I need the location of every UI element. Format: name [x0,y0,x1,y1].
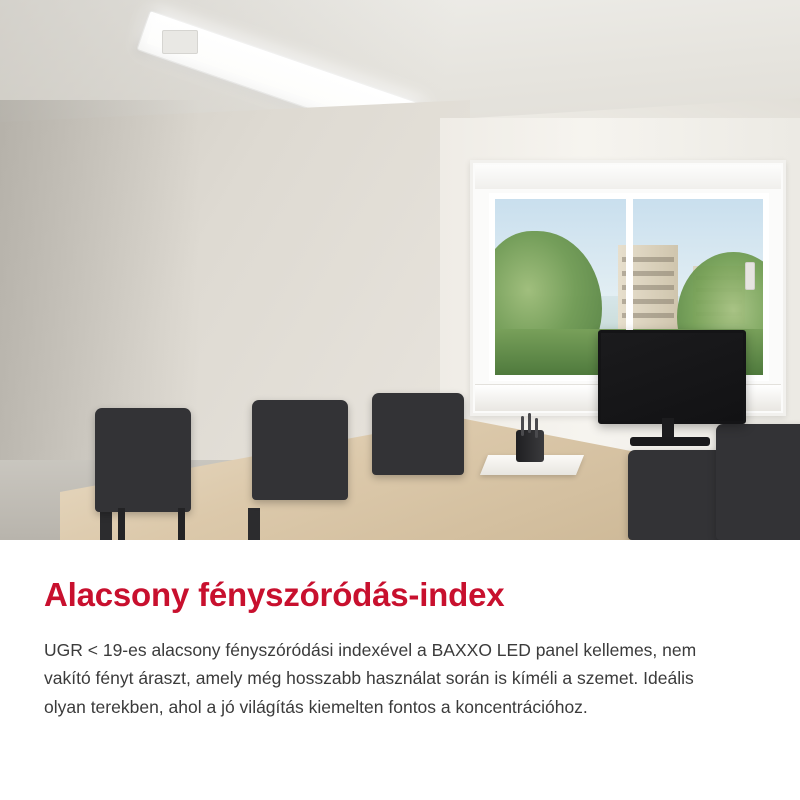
monitor-stand-base [630,437,710,446]
chair-leg [178,508,185,540]
pen [521,416,524,436]
pen-cup [516,430,544,462]
window-handle[interactable] [745,262,755,290]
monitor [598,330,746,424]
table-leg [248,508,260,540]
text-section [0,540,800,800]
pen [535,418,538,438]
pen [528,413,531,433]
page-title: Alacsony fényszóródás-index [44,576,505,613]
office-chair [252,400,348,500]
chair-leg [118,508,125,540]
led-panel-end-cap [162,30,198,54]
office-chair [716,424,800,540]
body-paragraph: UGR < 19-es alacsony fényszóródási indexével a BAXXO LED panel kellemes, nem vakító fényt áraszt, amely még hosszabb használat során is kíméli a szemet. Ideális olyan terekben, ahol a jó világítás kiemelten fontos a koncentrációhoz. [44,639,697,717]
office-chair [95,408,191,512]
office-chair [372,393,464,475]
window-head [475,165,781,189]
